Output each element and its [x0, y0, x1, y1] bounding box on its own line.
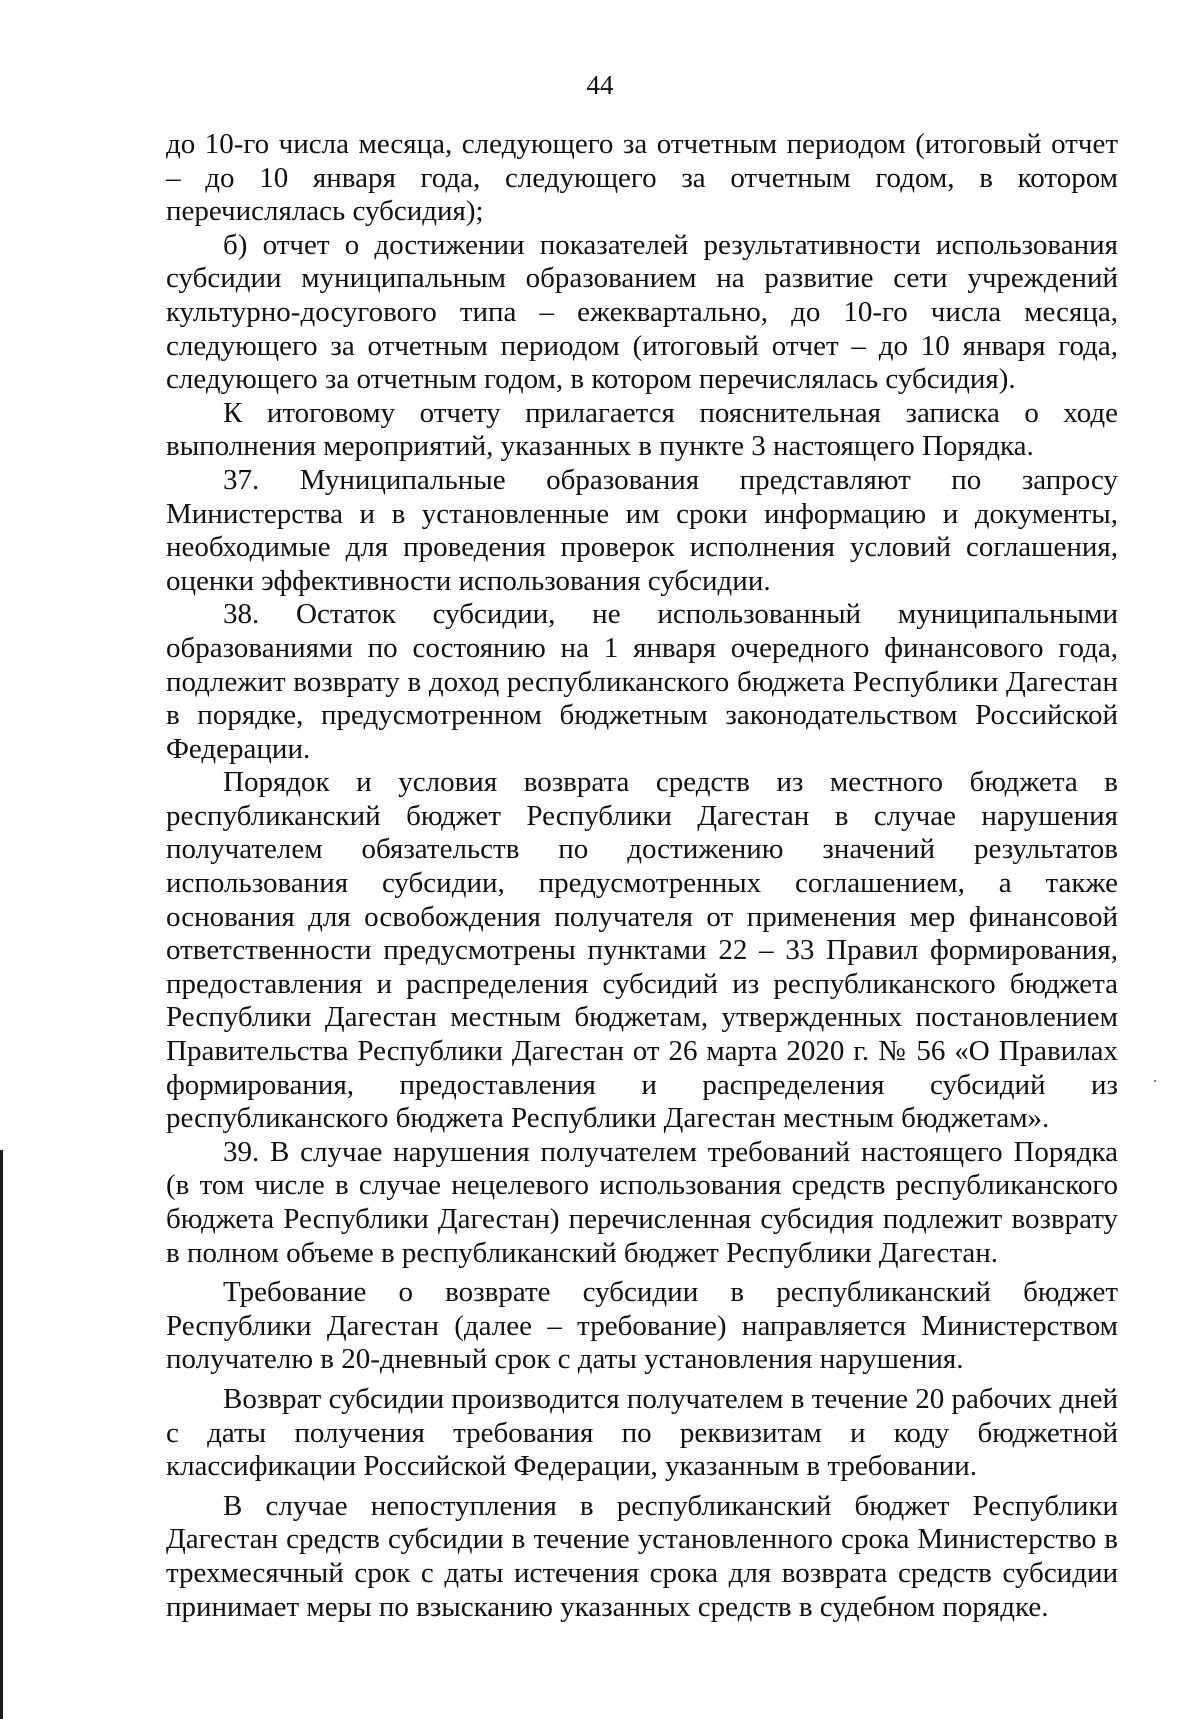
scan-speck: [1154, 1080, 1156, 1082]
paragraph-court-recovery: В случае непоступления в республиканский бюджет Республики Дагестан средств субсидии в течение установленного срока Министерство в трехмесячный срок с даты истечения срока для возврата средств субсидии принимает меры по взысканию указанных средств в судебном порядке.: [166, 1489, 1118, 1623]
paragraph-item-b: б) отчет о достижении показателей результативности использования субсидии муниципальным образованием на развитие сети учреждений культурно-досугового типа – ежеквартально, до 10-го числа месяца, следующего за отчетным периодом (итоговый отчет – до 10 января года, следующего за отчетным годом, в котором перечислялась субсидия).: [166, 228, 1118, 396]
document-body: [166, 128, 1118, 1624]
page-number: 44: [586, 70, 614, 100]
paragraph-clause-38: 38. Остаток субсидии, не использованный муниципальными образованиями по состоянию на 1 января очередного финансового года, подлежит возврату в доход республиканского бюджета Республики Дагестан в порядке, предусмотренном бюджетным законодательством Российской Федерации.: [166, 598, 1118, 765]
paragraph-continuation: до 10-го числа месяца, следующего за отчетным периодом (итоговый отчет – до 10 января года, следующего за отчетным годом, в котором перечислялась субсидия);: [166, 128, 1118, 228]
paragraph-return-demand: Требование о возврате субсидии в республиканский бюджет Республики Дагестан (далее – требование) направляется Министерством получателю в 20-дневный срок с даты установления нарушения.: [166, 1276, 1118, 1376]
paragraph-explanatory-note: К итоговому отчету прилагается пояснительная записка о ходе выполнения мероприятий, указанных в пункте 3 настоящего Порядка.: [166, 396, 1118, 463]
paragraph-clause-37: 37. Муниципальные образования представляют по запросу Министерства и в установленные им сроки информацию и документы, необходимые для проведения проверок исполнения условий соглашения, оценки эффективности использования субсидии.: [166, 463, 1118, 597]
paragraph-clause-39: 39. В случае нарушения получателем требований настоящего Порядка (в том числе в случае нецелевого использования средств республиканского бюджета Республики Дагестан) перечисленная субсидия подлежит возврату в полном объеме в республиканский бюджет Республики Дагестан.: [166, 1135, 1118, 1269]
paragraph-return-procedure: Порядок и условия возврата средств из местного бюджета в республиканский бюджет Республики Дагестан в случае нарушения получателем обязательств по достижению значений результатов использования субсидии, предусмотренных соглашением, а также основания для освобождения получателя от применения мер финансовой ответственности предусмотрены пунктами 22 – 33 Правил формирования, предоставления и распределения субсидий из республиканского бюджета Республики Дагестан местным бюджетам, утвержденных постановлением Правительства Республики Дагестан от 26 марта 2020 г. № 56 «О Правилах формирования, предоставления и распределения субсидий из республиканского бюджета Республики Дагестан местным бюджетам».: [166, 766, 1118, 1135]
paragraph-return-timing: Возврат субсидии производится получателем в течение 20 рабочих дней с даты получения требования по реквизитам и коду бюджетной классификации Российской Федерации, указанным в требовании.: [166, 1382, 1118, 1483]
scan-edge-shadow: [0, 1150, 3, 1719]
